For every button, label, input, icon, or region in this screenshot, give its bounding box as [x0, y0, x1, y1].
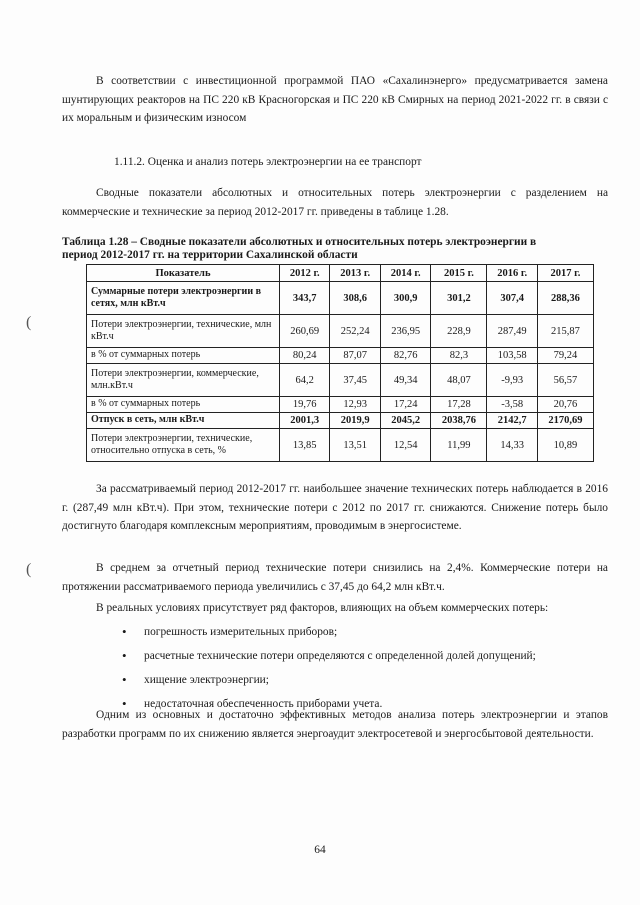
table-cell: 37,45 [330, 364, 380, 397]
list-item: • хищение электроэнергии; [62, 668, 608, 692]
paragraph-summary: Сводные показатели абсолютных и относительных потерь электроэнергии с разделением на коммерческие и технические за период 2012-2017 гг. приведены в таблице 1.28. [62, 187, 608, 218]
list-item: • недостаточная обеспеченность приборами учета. [62, 692, 608, 716]
table-cell: 17,24 [380, 397, 430, 413]
paragraph-average-losses: В среднем за отчетный период технические потери снизились на 2,4%. Коммерческие потери на протяжении рассматриваемого периода увеличились с 37,45 до 64,2 млн кВт.ч. [62, 562, 608, 593]
table-cell: 12,54 [380, 429, 430, 462]
table-cell: 103,58 [487, 348, 537, 364]
table-cell: 2170,69 [537, 413, 593, 429]
header-cell: 2014 г. [380, 265, 430, 282]
table-row [87, 429, 594, 462]
section-heading: 1.11.2. Оценка и анализ потерь электроэнергии на ее транспорт [114, 156, 422, 168]
table-cell: -9,93 [487, 364, 537, 397]
table-cell: 343,7 [280, 282, 330, 315]
row-label: в % от суммарных потерь [87, 348, 280, 364]
header-cell: 2016 г. [487, 265, 537, 282]
table-cell: 56,57 [537, 364, 593, 397]
factors-list [62, 620, 608, 716]
table-cell: 2001,3 [280, 413, 330, 429]
table-cell: 13,85 [280, 429, 330, 462]
row-label: Потери электроэнергии, технические, относительно отпуска в сеть, % [87, 429, 280, 462]
table-cell: 300,9 [380, 282, 430, 315]
table-row [87, 282, 594, 315]
header-cell: 2012 г. [280, 265, 330, 282]
table-cell: 301,2 [431, 282, 487, 315]
table-cell: 2019,9 [330, 413, 380, 429]
table-row [87, 364, 594, 397]
row-label: Суммарные потери электроэнергии в сетях, млн кВт.ч [87, 282, 280, 315]
losses-table [86, 264, 594, 462]
header-cell: 2017 г. [537, 265, 593, 282]
table-row [87, 348, 594, 364]
row-label: Потери электроэнергии, технические, млн кВт.ч [87, 315, 280, 348]
table-cell: 82,3 [431, 348, 487, 364]
page-number: 64 [314, 844, 326, 856]
paragraph-reactors: В соответствии с инвестиционной программой ПАО «Сахалинэнерго» предусматривается замена шунтирующих реакторов на ПС 220 кВ Красногорская и ПС 220 кВ Смирных на период 2021-2022 гг. в связи с их моральным и физическим износом [62, 75, 608, 124]
table-caption [62, 236, 608, 262]
paragraph-energy-audit: Одним из основных и достаточно эффективных методов анализа потерь электроэнергии и этапов разработки программ по их снижению является энергоаудит электросетевой и энергосбытовой деятельности. [62, 709, 608, 740]
table-cell: 12,93 [330, 397, 380, 413]
table-cell: 48,07 [431, 364, 487, 397]
table-cell: -3,58 [487, 397, 537, 413]
table-caption-line1: Таблица 1.28 – Сводные показатели абсолютных и относительных потерь электроэнергии в [62, 236, 537, 248]
row-label: Потери электроэнергии, коммерческие, млн.кВт.ч [87, 364, 280, 397]
table-cell: 236,95 [380, 315, 430, 348]
paragraph-technical-losses: За рассматриваемый период 2012-2017 гг. наибольшее значение технических потерь наблюдается в 2016 г. (287,49 млн кВт.ч). При этом, технические потери с 2012 по 2017 гг. снижаются. Снижение потерь было достигнуто благодаря комплексным мероприятиям, проводимым в энергосистеме. [62, 483, 608, 532]
table-row [87, 397, 594, 413]
table-cell: 2142,7 [487, 413, 537, 429]
paragraph-factors-intro: В реальных условиях присутствует ряд факторов, влияющих на объем коммерческих потерь: [96, 602, 549, 614]
list-item: • погрешность измерительных приборов; [62, 620, 608, 644]
table-row [87, 315, 594, 348]
list-item: • расчетные технические потери определяются с определенной долей допущений; [62, 644, 608, 668]
header-cell: 2015 г. [431, 265, 487, 282]
row-label: Отпуск в сеть, млн кВт.ч [87, 413, 280, 429]
table-cell: 2038,76 [431, 413, 487, 429]
table-cell: 287,49 [487, 315, 537, 348]
table-cell: 17,28 [431, 397, 487, 413]
table-row [87, 413, 594, 429]
table-cell: 228,9 [431, 315, 487, 348]
margin-scan-mark: ( [26, 314, 32, 331]
table-caption-line2: период 2012-2017 гг. на территории Сахалинской области [62, 249, 358, 261]
table-cell: 260,69 [280, 315, 330, 348]
table-cell: 308,6 [330, 282, 380, 315]
table-cell: 307,4 [487, 282, 537, 315]
table-cell: 288,36 [537, 282, 593, 315]
table-cell: 13,51 [330, 429, 380, 462]
table-cell: 19,76 [280, 397, 330, 413]
table-cell: 2045,2 [380, 413, 430, 429]
table-cell: 82,76 [380, 348, 430, 364]
header-cell: 2013 г. [330, 265, 380, 282]
table-cell: 64,2 [280, 364, 330, 397]
table-cell: 20,76 [537, 397, 593, 413]
table-cell: 11,99 [431, 429, 487, 462]
table-cell: 80,24 [280, 348, 330, 364]
margin-scan-mark: ( [26, 561, 32, 578]
row-label: в % от суммарных потерь [87, 397, 280, 413]
table-cell: 215,87 [537, 315, 593, 348]
table-cell: 87,07 [330, 348, 380, 364]
table-cell: 49,34 [380, 364, 430, 397]
table-header-row [87, 265, 594, 282]
header-cell: Показатель [87, 265, 280, 282]
table-cell: 252,24 [330, 315, 380, 348]
table-cell: 79,24 [537, 348, 593, 364]
table-cell: 14,33 [487, 429, 537, 462]
table-cell: 10,89 [537, 429, 593, 462]
